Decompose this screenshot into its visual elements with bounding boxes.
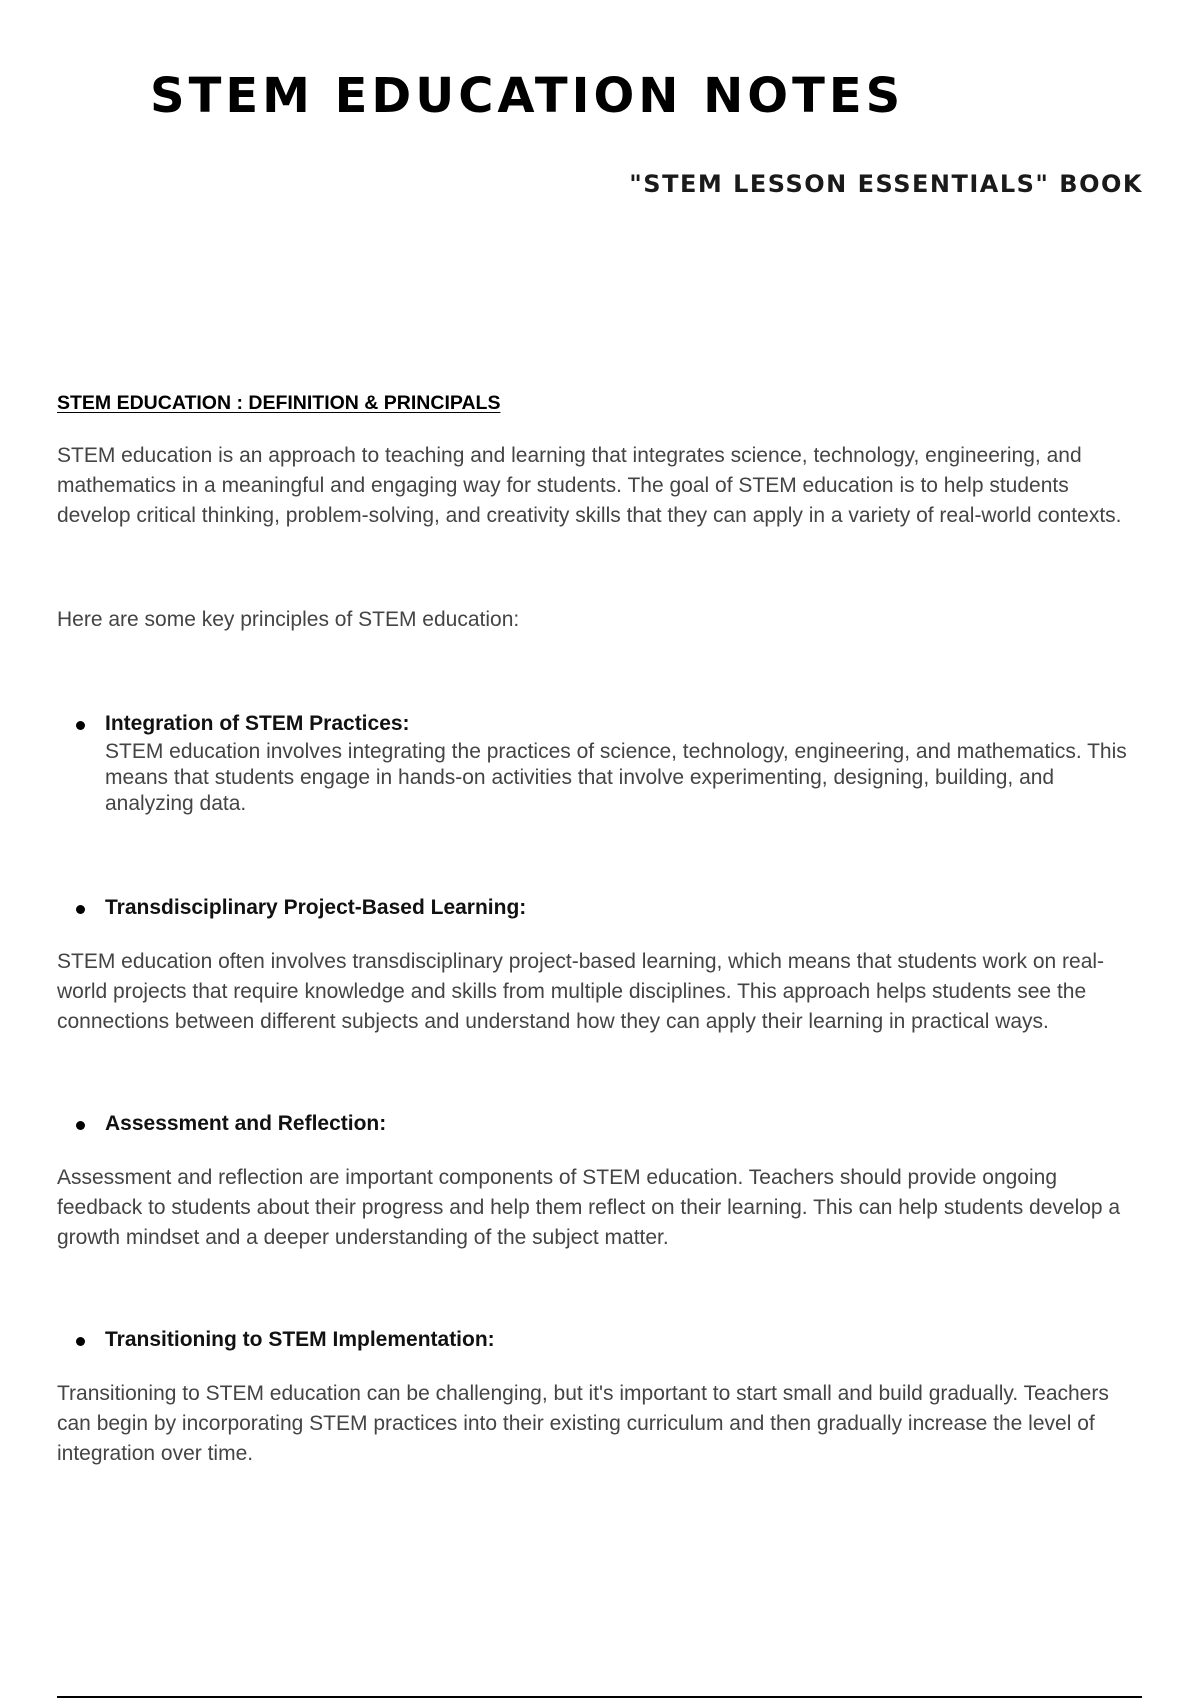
principle-heading-assessment: Assessment and Reflection: [57, 1109, 1147, 1139]
page-title: STEM EDUCATION NOTES [150, 68, 905, 124]
intro-paragraph: STEM education is an approach to teaching and learning that integrates science, technology, engineering, and mathematics in a meaningful and engaging way for students. The goal of STEM education is to help students develop critical thinking, problem-solving, and creativity skills that they can apply in a variety of real-world contexts. [57, 444, 1122, 527]
book-subtitle: "STEM LESSON ESSENTIALS" BOOK [629, 170, 1143, 198]
principle-heading-project-based: Transdisciplinary Project-Based Learning: [57, 893, 1147, 923]
bottom-divider [57, 1696, 1142, 1698]
principle-body-assessment: Assessment and reflection are important components of STEM education. Teachers should provide ongoing feedback to students about their progress and help them reflect on their learning. This can help students develop a growth mindset and a deeper understanding of the subject matter. [57, 1166, 1121, 1249]
principle-heading-integration: Integration of STEM Practices: [57, 709, 1147, 739]
document-body [57, 392, 1147, 1469]
principle-heading-transitioning: Transitioning to STEM Implementation: [57, 1325, 1147, 1355]
section-heading: STEM EDUCATION : DEFINITION & PRINCIPALS [57, 392, 501, 414]
principle-body-project-based: STEM education often involves transdisciplinary project-based learning, which means that students work on real-world projects that require knowledge and skills from multiple disciplines. This approach helps students see the connections between different subjects and understand how they can apply their learning in practical ways. [57, 950, 1105, 1033]
principle-body-integration: STEM education involves integrating the practices of science, technology, engineering, and mathematics. This means that students engage in hands-on activities that involve experimenting, designing, building, and analyzing data. [105, 740, 1127, 815]
principle-body-transitioning: Transitioning to STEM education can be challenging, but it's important to start small and build gradually. Teachers can begin by incorporating STEM practices into their existing curriculum and then gradually increase the level of integration over time. [57, 1382, 1109, 1465]
principles-lead: Here are some key principles of STEM education: [57, 608, 520, 631]
